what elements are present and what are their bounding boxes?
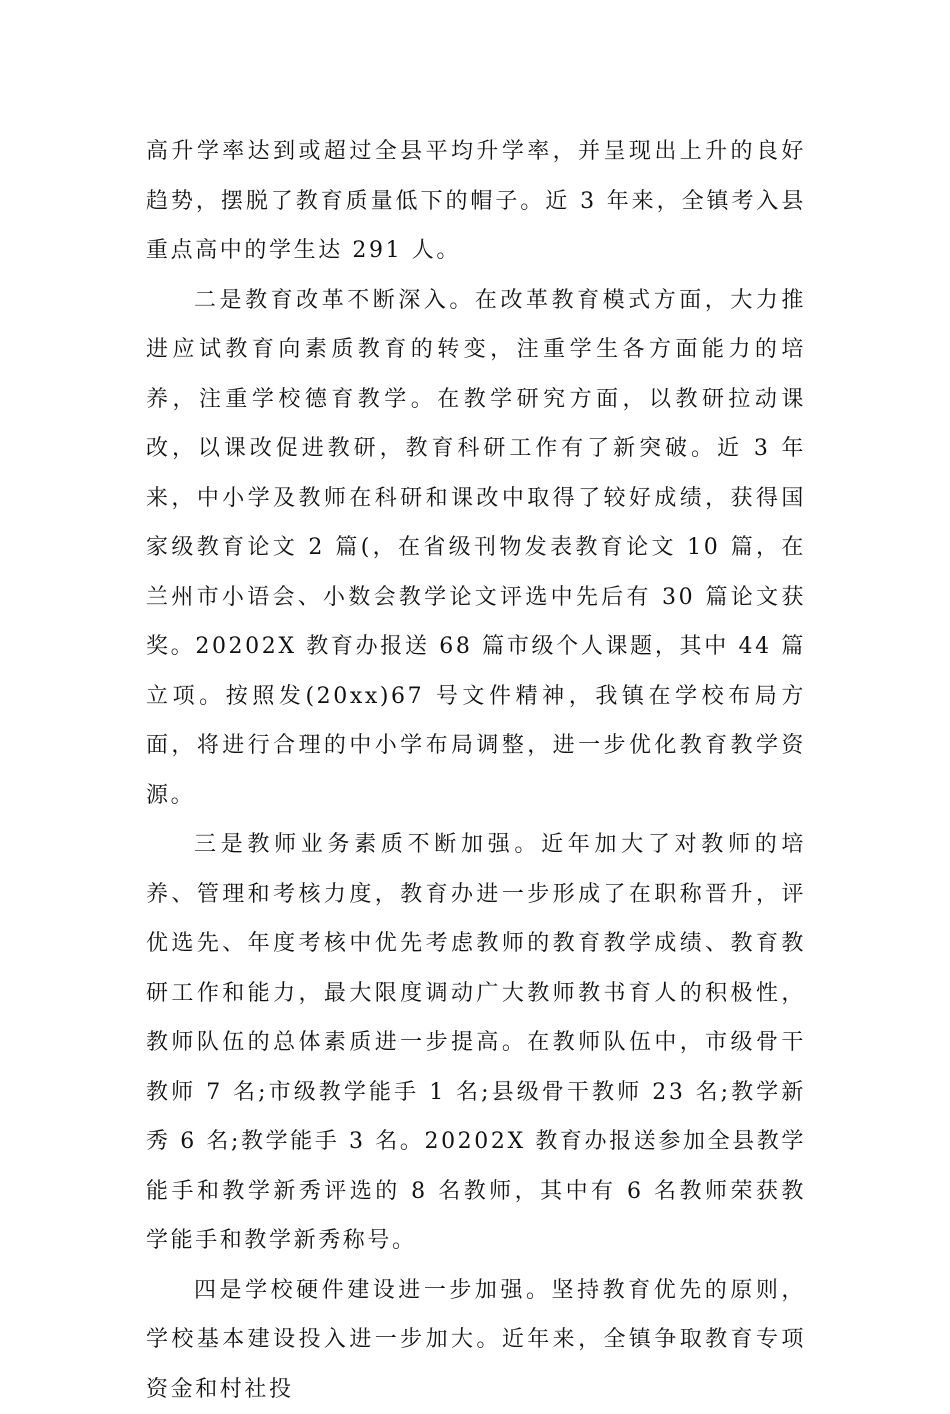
paragraph: 高升学率达到或超过全县平均升学率，并呈现出上升的良好趋势，摆脱了教育质量低下的帽子。近 3 年来，全镇考入县重点高中的学生达 291 人。	[146, 127, 806, 276]
paragraph: 三是教师业务素质不断加强。近年加大了对教师的培养、管理和考核力度，教育办进一步形成了在职称晋升，评优选先、年度考核中优先考虑教师的教育教学成绩、教育教研工作和能力，最大限度调动广大教师教书育人的积极性，教师队伍的总体素质进一步提高。在教师队伍中，市级骨干教师 7 名;市级教学能手 1 名;县级骨干教师 23 名;教学新秀 6 名;教学能手 3 名。20202X 教育办报送参加全县教学能手和教学新秀评选的 8 名教师，其中有 6 名教师荣获教学能手和教学新秀称号。	[146, 820, 806, 1266]
paragraph: 四是学校硬件建设进一步加强。坚持教育优先的原则，学校基本建设投入进一步加大。近年来，全镇争取教育专项资金和村社投	[146, 1266, 806, 1414]
document-body	[146, 127, 806, 1414]
paragraph: 二是教育改革不断深入。在改革教育模式方面，大力推进应试教育向素质教育的转变，注重学生各方面能力的培养，注重学校德育教学。在教学研究方面，以教研拉动课改，以课改促进教研，教育科研工作有了新突破。近 3 年来，中小学及教师在科研和课改中取得了较好成绩，获得国家级教育论文 2 篇(，在省级刊物发表教育论文 10 篇，在兰州市小语会、小数会教学论文评选中先后有 30 篇论文获奖。20202X 教育办报送 68 篇市级个人课题，其中 44 篇立项。按照发(20xx)67 号文件精神，我镇在学校布局方面，将进行合理的中小学布局调整，进一步优化教育教学资源。	[146, 276, 806, 821]
